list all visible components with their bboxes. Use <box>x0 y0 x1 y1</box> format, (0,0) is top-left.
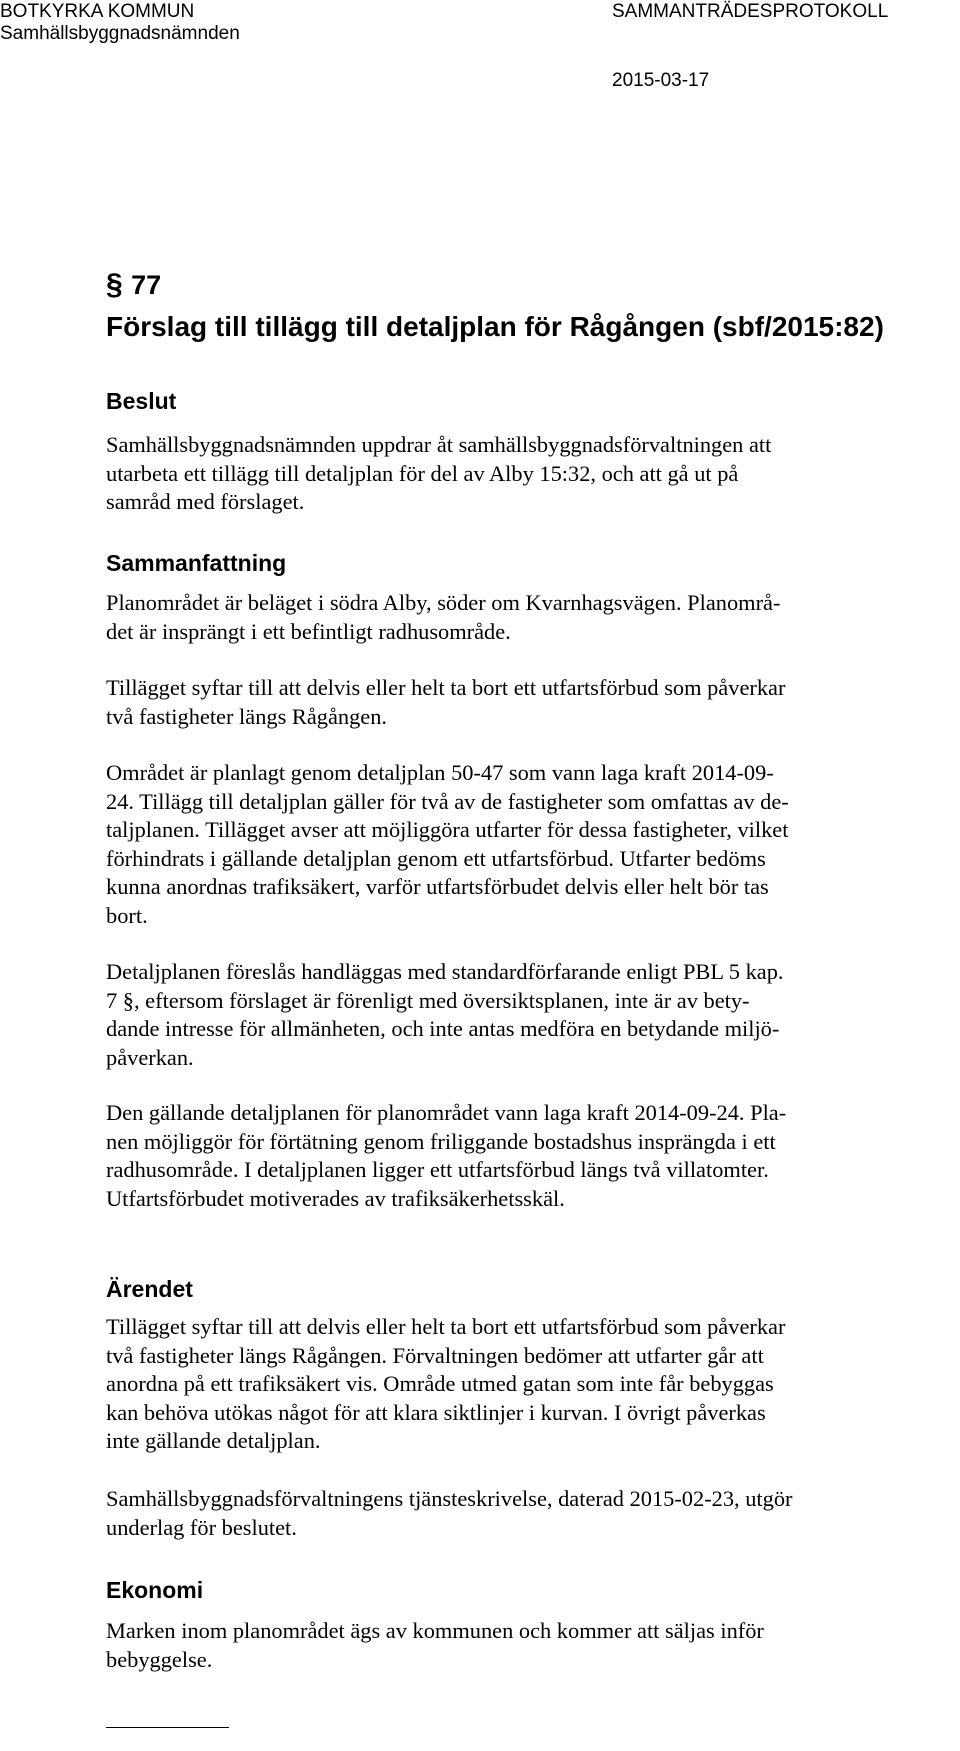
text-line: Utfartsförbudet motiverades av trafiksäkerhetsskäl. <box>106 1185 565 1211</box>
text-line: Samhällsbyggnadsnämnden uppdrar åt samhällsbyggnadsförvaltningen att <box>106 432 772 457</box>
text-line: bort. <box>106 902 148 928</box>
arendet-paragraph-2 <box>106 1485 960 1542</box>
sammanfattning-paragraph-2 <box>106 674 960 731</box>
text-line: inte gällande detaljplan. <box>106 1428 321 1454</box>
text-line: 7 §, eftersom förslaget är förenligt med översiktsplanen, inte är av bety- <box>106 987 750 1013</box>
text-line: Tillägget syftar till att delvis eller helt ta bort ett utfartsförbud som påverkar <box>106 1314 786 1339</box>
text-line: det är insprängt i ett befintligt radhusområde. <box>106 618 511 644</box>
heading-ekonomi: Ekonomi <box>106 1577 204 1603</box>
text-line: Området är planlagt genom detaljplan 50-47 som vann laga kraft 2014-09- <box>106 760 774 785</box>
beslut-paragraph <box>106 431 960 517</box>
sammanfattning-paragraph-3 <box>106 759 960 931</box>
header-date: 2015-03-17 <box>612 70 710 91</box>
header-board: Samhällsbyggnadsnämnden <box>0 23 240 44</box>
sammanfattning-paragraph-4 <box>106 958 960 1072</box>
heading-arendet: Ärendet <box>106 1276 193 1302</box>
footnote-divider <box>106 1727 229 1728</box>
text-line: kan behöva utökas något för att klara siktlinjer i kurvan. I övrigt påverkas <box>106 1399 766 1425</box>
header-doc-type: SAMMANTRÄDESPROTOKOLL <box>612 1 889 22</box>
text-line: samråd med förslaget. <box>106 489 305 515</box>
arendet-paragraph-1 <box>106 1313 960 1456</box>
text-line: kunna anordnas trafiksäkert, varför utfartsförbudet delvis eller helt bör tas <box>106 874 769 900</box>
sammanfattning-paragraph-1 <box>106 589 960 646</box>
text-line: Planområdet är beläget i södra Alby, söder om Kvarnhagsvägen. Planområ- <box>106 590 781 615</box>
text-line: Detaljplanen föreslås handläggas med standardförfarande enligt PBL 5 kap. <box>106 959 784 984</box>
text-line: radhusområde. I detaljplanen ligger ett utfartsförbud längs två villatomter. <box>106 1157 769 1183</box>
text-line: förhindrats i gällande detaljplan genom ett utfartsförbud. Utfarter bedöms <box>106 845 766 871</box>
page-title: Förslag till tillägg till detaljplan för Rågången (sbf/2015:82) <box>106 311 884 342</box>
section-number-value: 77 <box>131 270 162 300</box>
text-line: Marken inom planområdet ägs av kommunen och kommer att säljas inför <box>106 1618 764 1643</box>
header-org: BOTKYRKA KOMMUN <box>0 1 195 22</box>
section-number <box>106 268 161 302</box>
text-line: taljplanen. Tillägget avser att möjliggöra utfarter för dessa fastigheter, vilket <box>106 817 789 843</box>
text-line: anordna på ett trafiksäkert vis. Område utmed gatan som inte får bebyggas <box>106 1371 774 1397</box>
heading-sammanfattning: Sammanfattning <box>106 550 287 576</box>
text-line: påverkan. <box>106 1044 194 1070</box>
text-line: nen möjliggör för förtätning genom friliggande bostadshus insprängda i ett <box>106 1128 776 1154</box>
text-line: dande intresse för allmänheten, och inte antas medföra en betydande miljö- <box>106 1016 780 1042</box>
text-line: två fastigheter längs Rågången. Förvaltningen bedömer att utfarter går att <box>106 1342 764 1368</box>
heading-beslut: Beslut <box>106 388 177 414</box>
sammanfattning-paragraph-5 <box>106 1099 960 1213</box>
ekonomi-paragraph <box>106 1617 960 1674</box>
text-line: Tillägget syftar till att delvis eller helt ta bort ett utfartsförbud som påverkar <box>106 675 786 700</box>
text-line: utarbeta ett tillägg till detaljplan för del av Alby 15:32, och att gå ut på <box>106 460 739 486</box>
text-line: underlag för beslutet. <box>106 1514 297 1540</box>
text-line: 24. Tillägg till detaljplan gäller för två av de fastigheter som omfattas av de- <box>106 788 789 814</box>
text-line: Den gällande detaljplanen för planområdet vann laga kraft 2014-09-24. Pla- <box>106 1100 787 1125</box>
section-symbol: § <box>106 268 123 301</box>
text-line: Samhällsbyggnadsförvaltningens tjänsteskrivelse, daterad 2015-02-23, utgör <box>106 1486 793 1511</box>
text-line: bebyggelse. <box>106 1646 213 1672</box>
text-line: två fastigheter längs Rågången. <box>106 703 388 729</box>
